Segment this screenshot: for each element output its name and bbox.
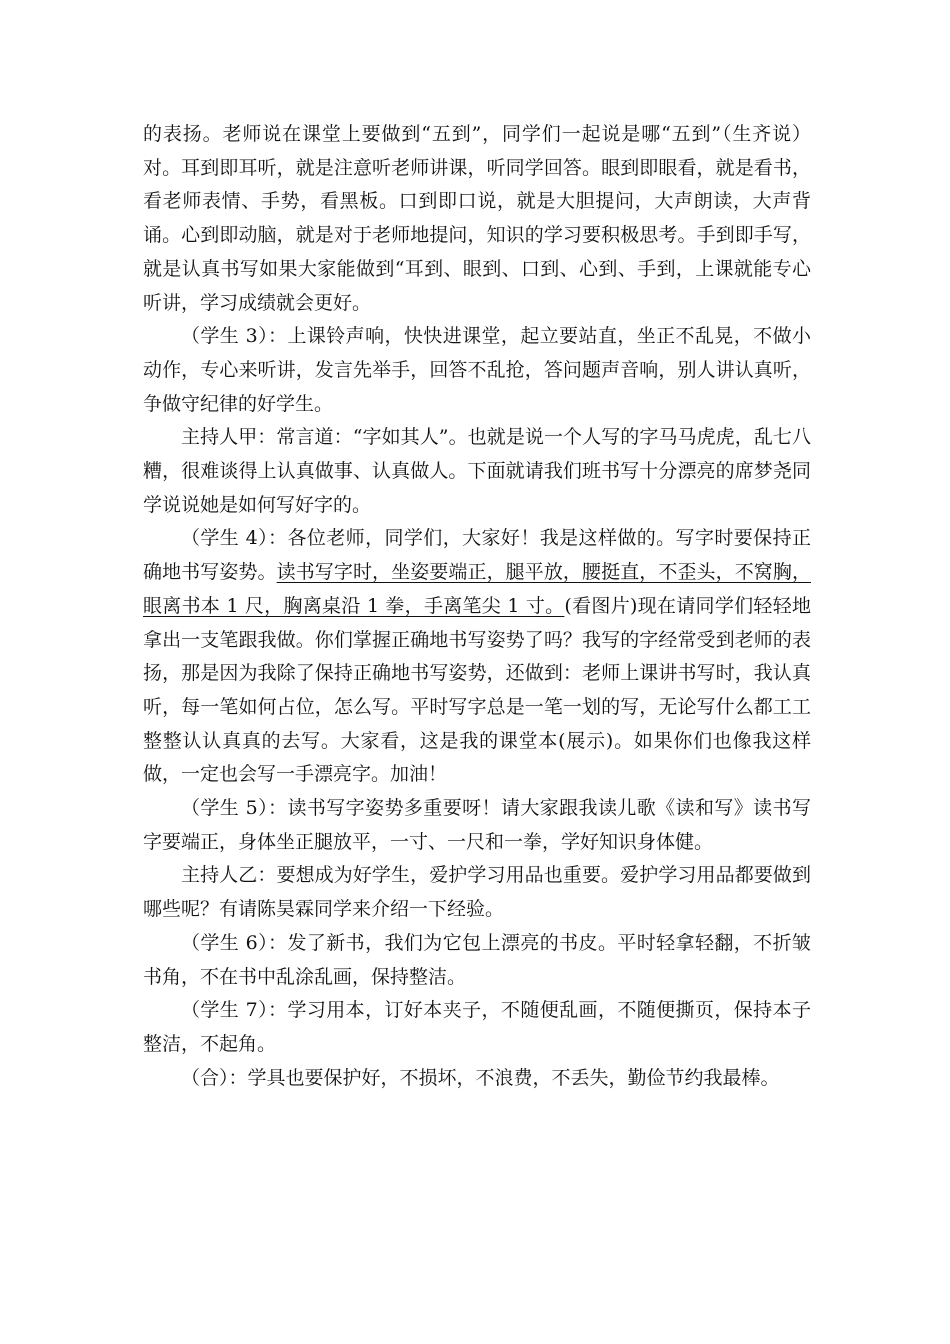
document-body (143, 118, 811, 1095)
paragraph-student-7: （学生 7）：学习用本，订好本夹子，不随便乱画，不随便撕页，保持本子整洁，不起角。 (143, 999, 811, 1055)
paragraph-host-a: 主持人甲：常言道：“字如其人”。也就是说一个人写的字马马虎虎，乱七八糟，很难谈得上认真做事、认真做人。下面就请我们班书写十分漂亮的席梦尧同学说说她是如何写好字的。 (143, 426, 811, 516)
student-4-intro-text: （学生 4）：各位老师，同学们，大家好！我是这样做的。写字时要保持正确地书写姿势。 (143, 527, 811, 584)
paragraph-chorus: （合）：学具也要保护好，不损坏，不浪费，不丢失，勤俭节约我最棒。 (181, 1066, 780, 1089)
student-4-rest-text: (看图片)现在请同学们轻轻地拿出一支笔跟我做。你们掌握正确地书写姿势了吗？我写的字经常受到老师的表扬，那是因为我除了保持正确地书写姿势，还做到：老师上课讲书写时，我认真听，每一笔如何占位，怎么写。平时写字总是一笔一划的写，无论写什么都工工整整认认真真的去写。大家看，这是我的课堂本(展示)。如果你们也像我这样做，一定也会写一手漂亮字。加油！ (143, 594, 811, 786)
paragraph-student-4 (143, 522, 811, 792)
paragraph-student-5: （学生 5）：读书写字姿势多重要呀！请大家跟我读儿歌《读和写》读书写字要端正，身体坐正腿放平，一寸、一尺和一拳，学好知识身体健。 (143, 797, 811, 853)
paragraph-student-6: （学生 6）：发了新书，我们为它包上漂亮的书皮。平时轻拿轻翻，不折皱书角，不在书中乱涂乱画，保持整洁。 (143, 931, 811, 988)
paragraph-host-b: 主持人乙：要想成为好学生，爱护学习用品也重要。爱护学习用品都要做到哪些呢？有请陈昊霖同学来介绍一下经验。 (143, 864, 811, 921)
paragraph-student-3: （学生 3）：上课铃声响，快快进课堂，起立要站直，坐正不乱晃，不做小动作，专心来听讲，发言先举手，回答不乱抢，答问题声音响，别人讲认真听，争做守纪律的好学生。 (143, 325, 811, 415)
student-4-underlined-posture-text: 读书写字时，坐姿要端正，腿平放，腰挺直，不歪头，不窝胸，眼离书本 1 尺，胸离桌沿 1 拳，手离笔尖 1 寸。 (143, 561, 811, 617)
paragraph-five-arrivals: 的表扬。老师说在课堂上要做到“五到”，同学们一起说是哪“五到”（生齐说）对。耳到即耳听，就是注意听老师讲课，听同学回答。眼到即眼看，就是看书，看老师表情、手势，看黑板。口到即口说，就是大胆提问，大声朗读，大声背诵。心到即动脑，就是对于老师地提问，知识的学习要积极思考。手到即手写，就是认真书写如果大家能做到“耳到、眼到、口到、心到、手到，上课就能专心听讲，学习成绩就会更好。 (143, 123, 811, 314)
